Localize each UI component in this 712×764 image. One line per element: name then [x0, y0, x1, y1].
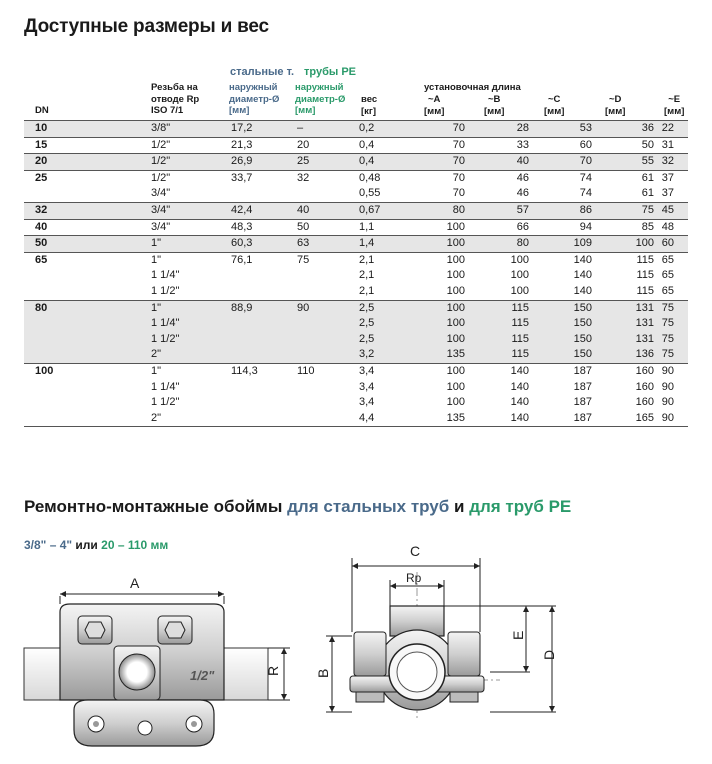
thread-cell: 3/8" — [151, 122, 171, 134]
a-cell: 70 — [452, 138, 465, 151]
a-cell: 70 — [452, 171, 465, 184]
b-cell: 100 — [510, 253, 529, 266]
thread-cell: 1 1/4" — [151, 317, 180, 330]
d-cell: 36 — [641, 122, 654, 134]
b-cell: 57 — [516, 203, 529, 216]
header-diameter-steel: наружный диаметр-Ø [мм] — [229, 82, 280, 116]
b-cell: 46 — [516, 171, 529, 184]
dp-cell: 20 — [297, 138, 310, 151]
table-row — [24, 380, 688, 396]
thread-cell: 1" — [151, 364, 162, 377]
e-cell: 60 — [661, 237, 674, 250]
w-cell: 3,4 — [359, 364, 375, 377]
e-cell: 31 — [661, 138, 674, 151]
a-cell: 135 — [446, 348, 465, 361]
dn-cell — [24, 268, 151, 284]
table-row — [24, 137, 688, 154]
dp-cell: 50 — [297, 220, 310, 233]
a-cell: 100 — [446, 220, 465, 233]
a-cell: 100 — [446, 364, 465, 377]
ds-cell — [229, 332, 293, 348]
w-cell: 0,67 — [359, 203, 381, 216]
e-cell: 75 — [661, 317, 674, 330]
dp-cell: – — [297, 122, 304, 134]
dp-cell: 32 — [297, 171, 310, 184]
w-cell: 4,4 — [359, 411, 375, 424]
table-row — [24, 300, 688, 316]
thread-cell: 1 1/2" — [151, 284, 180, 297]
w-cell: 2,1 — [359, 253, 375, 266]
steel-group-label: стальные т. — [230, 66, 295, 78]
e-cell: 75 — [661, 332, 674, 345]
dp-cell: 40 — [297, 203, 310, 216]
header-d: ~D [мм] — [605, 94, 626, 117]
b-cell: 40 — [516, 155, 529, 168]
c-cell: 187 — [573, 411, 592, 424]
size-range: 3/8" – 4" или 20 – 110 мм — [24, 538, 169, 552]
dn-cell — [24, 332, 151, 348]
dn-cell: 20 — [35, 155, 48, 168]
d-cell: 136 — [635, 348, 654, 361]
thread-cell: 1 1/4" — [151, 269, 180, 282]
c-cell: 109 — [573, 237, 592, 250]
dp-cell: 90 — [297, 301, 310, 314]
thread-cell: 1/2" — [151, 171, 171, 184]
dn-group-10 — [24, 121, 688, 138]
dn-cell: 25 — [35, 171, 48, 184]
a-cell: 70 — [452, 155, 465, 168]
dp-cell — [293, 186, 355, 202]
header-b: ~B [мм] — [484, 94, 505, 117]
w-cell: 2,5 — [359, 332, 375, 345]
table-row — [24, 154, 688, 171]
c-cell: 150 — [573, 332, 592, 345]
c-cell: 150 — [573, 317, 592, 330]
dn-cell — [24, 395, 151, 411]
dn-group-50 — [24, 236, 688, 253]
dp-cell — [293, 395, 355, 411]
d-cell: 50 — [641, 138, 654, 151]
c-cell: 94 — [579, 220, 592, 233]
b-cell: 28 — [516, 122, 529, 134]
thread-cell: 3/4" — [151, 187, 171, 200]
dn-cell — [24, 380, 151, 396]
w-cell: 1,1 — [359, 220, 375, 233]
d-cell: 131 — [635, 332, 654, 345]
c-cell: 187 — [573, 364, 592, 377]
dn-group-20 — [24, 154, 688, 171]
w-cell: 1,4 — [359, 237, 375, 250]
c-cell: 74 — [579, 187, 592, 200]
ds-cell — [229, 316, 293, 332]
d-cell: 160 — [635, 396, 654, 409]
w-cell: 2,1 — [359, 269, 375, 282]
dp-cell — [293, 284, 355, 300]
w-cell: 3,4 — [359, 396, 375, 409]
e-cell: 90 — [661, 411, 674, 424]
thread-cell: 2" — [151, 411, 162, 424]
dimension-b: B — [315, 668, 331, 678]
dp-cell — [293, 347, 355, 363]
w-cell: 3,2 — [359, 348, 375, 361]
ds-cell: 42,4 — [231, 203, 253, 216]
page-title: Доступные размеры и вес — [24, 16, 269, 37]
dn-group-40 — [24, 219, 688, 236]
e-cell: 90 — [661, 396, 674, 409]
b-cell: 115 — [511, 317, 529, 330]
ds-cell: 60,3 — [231, 237, 253, 250]
thread-cell: 3/4" — [151, 220, 171, 233]
header-diameter-pe: наружный диаметр-Ø [мм] — [295, 82, 346, 116]
dp-cell: 63 — [297, 237, 310, 250]
dn-cell — [24, 186, 151, 202]
dimension-rp: Rp — [406, 571, 422, 585]
dp-cell: 75 — [297, 253, 310, 266]
e-cell: 48 — [661, 220, 674, 233]
e-cell: 75 — [661, 348, 674, 361]
table-row — [24, 316, 688, 332]
d-cell: 85 — [641, 220, 654, 233]
w-cell: 0,2 — [359, 122, 375, 134]
dimension-a: A — [130, 575, 140, 591]
a-cell: 100 — [446, 301, 465, 314]
b-cell: 100 — [510, 284, 529, 297]
b-cell: 115 — [511, 332, 529, 345]
w-cell: 0,4 — [359, 138, 375, 151]
thread-cell: 1 1/2" — [151, 332, 180, 345]
dn-cell — [24, 347, 151, 363]
d-cell: 160 — [635, 380, 654, 393]
a-cell: 100 — [446, 284, 465, 297]
a-cell: 70 — [452, 122, 465, 134]
d-cell: 55 — [641, 155, 654, 168]
dn-cell — [24, 284, 151, 300]
table-row — [24, 347, 688, 363]
header-dn: DN — [35, 105, 49, 116]
dn-cell: 15 — [35, 138, 48, 151]
section-title-steel: для стальных труб — [287, 497, 450, 516]
e-cell: 75 — [661, 301, 674, 314]
ds-cell: 26,9 — [231, 155, 253, 168]
b-cell: 140 — [510, 364, 529, 377]
front-view — [315, 543, 557, 718]
thread-cell: 3/4" — [151, 203, 171, 216]
a-cell: 70 — [452, 187, 465, 200]
b-cell: 140 — [510, 380, 529, 393]
c-cell: 187 — [573, 396, 592, 409]
d-cell: 61 — [641, 187, 654, 200]
dp-cell — [293, 411, 355, 427]
d-cell: 131 — [635, 317, 654, 330]
table-row — [24, 332, 688, 348]
d-cell: 165 — [635, 411, 654, 424]
table-row — [24, 121, 688, 138]
d-cell: 115 — [636, 269, 654, 282]
w-cell: 2,5 — [359, 301, 375, 314]
ds-cell — [229, 380, 293, 396]
dn-group-80 — [24, 300, 688, 363]
c-cell: 150 — [573, 348, 592, 361]
b-cell: 100 — [510, 269, 529, 282]
ds-cell — [229, 186, 293, 202]
thread-cell: 1/2" — [151, 138, 171, 151]
dn-cell: 32 — [35, 203, 48, 216]
table-row — [24, 395, 688, 411]
b-cell: 140 — [510, 396, 529, 409]
dn-group-100 — [24, 363, 688, 426]
e-cell: 37 — [661, 187, 674, 200]
table-row — [24, 411, 688, 427]
header-thread: Резьба на отводе Rp ISO 7/1 — [151, 82, 200, 116]
pe-group-label: трубы PE — [304, 66, 356, 78]
table-row — [24, 284, 688, 300]
dn-group-32 — [24, 202, 688, 219]
dp-cell — [293, 332, 355, 348]
table-row — [24, 268, 688, 284]
dimension-e: E — [510, 630, 526, 640]
e-cell: 65 — [661, 253, 674, 266]
header-a: ~A [мм] — [424, 94, 445, 117]
a-cell: 135 — [446, 411, 465, 424]
w-cell: 2,1 — [359, 284, 375, 297]
w-cell: 0,55 — [359, 187, 381, 200]
header-e: ~E [мм] — [664, 94, 685, 117]
header-c: ~C [мм] — [544, 94, 565, 117]
b-cell: 33 — [516, 138, 529, 151]
dn-cell — [24, 411, 151, 427]
ds-cell: 33,7 — [231, 171, 253, 184]
dimension-r: R — [265, 665, 281, 676]
dn-cell: 50 — [35, 237, 48, 250]
dn-cell: 40 — [35, 220, 48, 233]
ds-cell: 17,2 — [231, 122, 253, 134]
body-marking: 1/2" — [190, 668, 215, 683]
c-cell: 86 — [579, 203, 592, 216]
ds-cell — [229, 347, 293, 363]
thread-cell: 1 1/2" — [151, 396, 180, 409]
e-cell: 65 — [661, 284, 674, 297]
d-cell: 115 — [636, 284, 654, 297]
c-cell: 150 — [573, 301, 592, 314]
dn-cell: 100 — [35, 364, 54, 377]
ds-cell: 114,3 — [231, 364, 258, 377]
a-cell: 100 — [446, 332, 465, 345]
c-cell: 74 — [579, 171, 592, 184]
c-cell: 140 — [573, 253, 592, 266]
dp-cell — [293, 268, 355, 284]
ds-cell — [229, 395, 293, 411]
a-cell: 80 — [452, 203, 465, 216]
dn-group-15 — [24, 137, 688, 154]
ds-cell: 88,9 — [231, 301, 253, 314]
c-cell: 187 — [573, 380, 592, 393]
dn-group-25 — [24, 170, 688, 202]
d-cell: 131 — [635, 301, 654, 314]
b-cell: 66 — [516, 220, 529, 233]
dp-cell — [293, 380, 355, 396]
thread-cell: 2" — [151, 348, 162, 361]
d-cell: 115 — [636, 253, 654, 266]
b-cell: 115 — [511, 301, 529, 314]
dimension-c: C — [410, 543, 421, 559]
a-cell: 100 — [446, 396, 465, 409]
ds-cell — [229, 411, 293, 427]
table-row — [24, 252, 688, 268]
thread-cell: 1 1/4" — [151, 380, 180, 393]
c-cell: 140 — [573, 284, 592, 297]
d-cell: 160 — [635, 364, 654, 377]
c-cell: 60 — [579, 138, 592, 151]
e-cell: 22 — [661, 122, 674, 134]
c-cell: 140 — [573, 269, 592, 282]
ds-cell: 48,3 — [231, 220, 253, 233]
ds-cell: 21,3 — [231, 138, 253, 151]
dn-group-65 — [24, 252, 688, 300]
dn-cell: 65 — [35, 253, 48, 266]
table-row — [24, 170, 688, 186]
thread-cell: 1" — [151, 237, 162, 250]
w-cell: 0,4 — [359, 155, 375, 168]
c-cell: 70 — [579, 155, 592, 168]
dp-cell — [293, 316, 355, 332]
dn-cell: 10 — [35, 122, 48, 134]
e-cell: 37 — [661, 171, 674, 184]
header-weight: вес [кг] — [361, 94, 378, 117]
a-cell: 100 — [446, 380, 465, 393]
ds-cell — [229, 284, 293, 300]
c-cell: 53 — [579, 122, 592, 134]
e-cell: 32 — [661, 155, 674, 168]
d-cell: 61 — [641, 171, 654, 184]
a-cell: 100 — [446, 317, 465, 330]
table-row — [24, 363, 688, 379]
thread-cell: 1/2" — [151, 155, 171, 168]
a-cell: 100 — [446, 253, 465, 266]
table-row — [24, 219, 688, 236]
b-cell: 115 — [511, 348, 529, 361]
dn-cell: 80 — [35, 301, 48, 314]
ds-cell — [229, 268, 293, 284]
w-cell: 3,4 — [359, 380, 375, 393]
b-cell: 46 — [516, 187, 529, 200]
e-cell: 90 — [661, 364, 674, 377]
e-cell: 90 — [661, 380, 674, 393]
section-title: Ремонтно-монтажные обоймы для стальных труб и для труб PE — [24, 497, 572, 516]
w-cell: 0,48 — [359, 171, 381, 184]
d-cell: 100 — [635, 237, 654, 250]
b-cell: 80 — [516, 237, 529, 250]
e-cell: 65 — [661, 269, 674, 282]
table-row — [24, 236, 688, 253]
section-title-pe: для труб PE — [469, 497, 572, 516]
b-cell: 140 — [510, 411, 529, 424]
thread-cell: 1" — [151, 253, 162, 266]
dimension-d: D — [541, 649, 557, 660]
a-cell: 100 — [446, 237, 465, 250]
a-cell: 100 — [446, 269, 465, 282]
table-row — [24, 202, 688, 219]
dn-cell — [24, 316, 151, 332]
dp-cell: 25 — [297, 155, 310, 168]
dp-cell: 110 — [297, 364, 315, 377]
ds-cell: 76,1 — [231, 253, 253, 266]
thread-cell: 1" — [151, 301, 162, 314]
e-cell: 45 — [661, 203, 674, 216]
w-cell: 2,5 — [359, 317, 375, 330]
d-cell: 75 — [641, 203, 654, 216]
table-row — [24, 186, 688, 202]
header-install-length: установочная длина — [424, 82, 521, 93]
side-view — [24, 575, 290, 746]
sizes-table — [24, 120, 688, 427]
